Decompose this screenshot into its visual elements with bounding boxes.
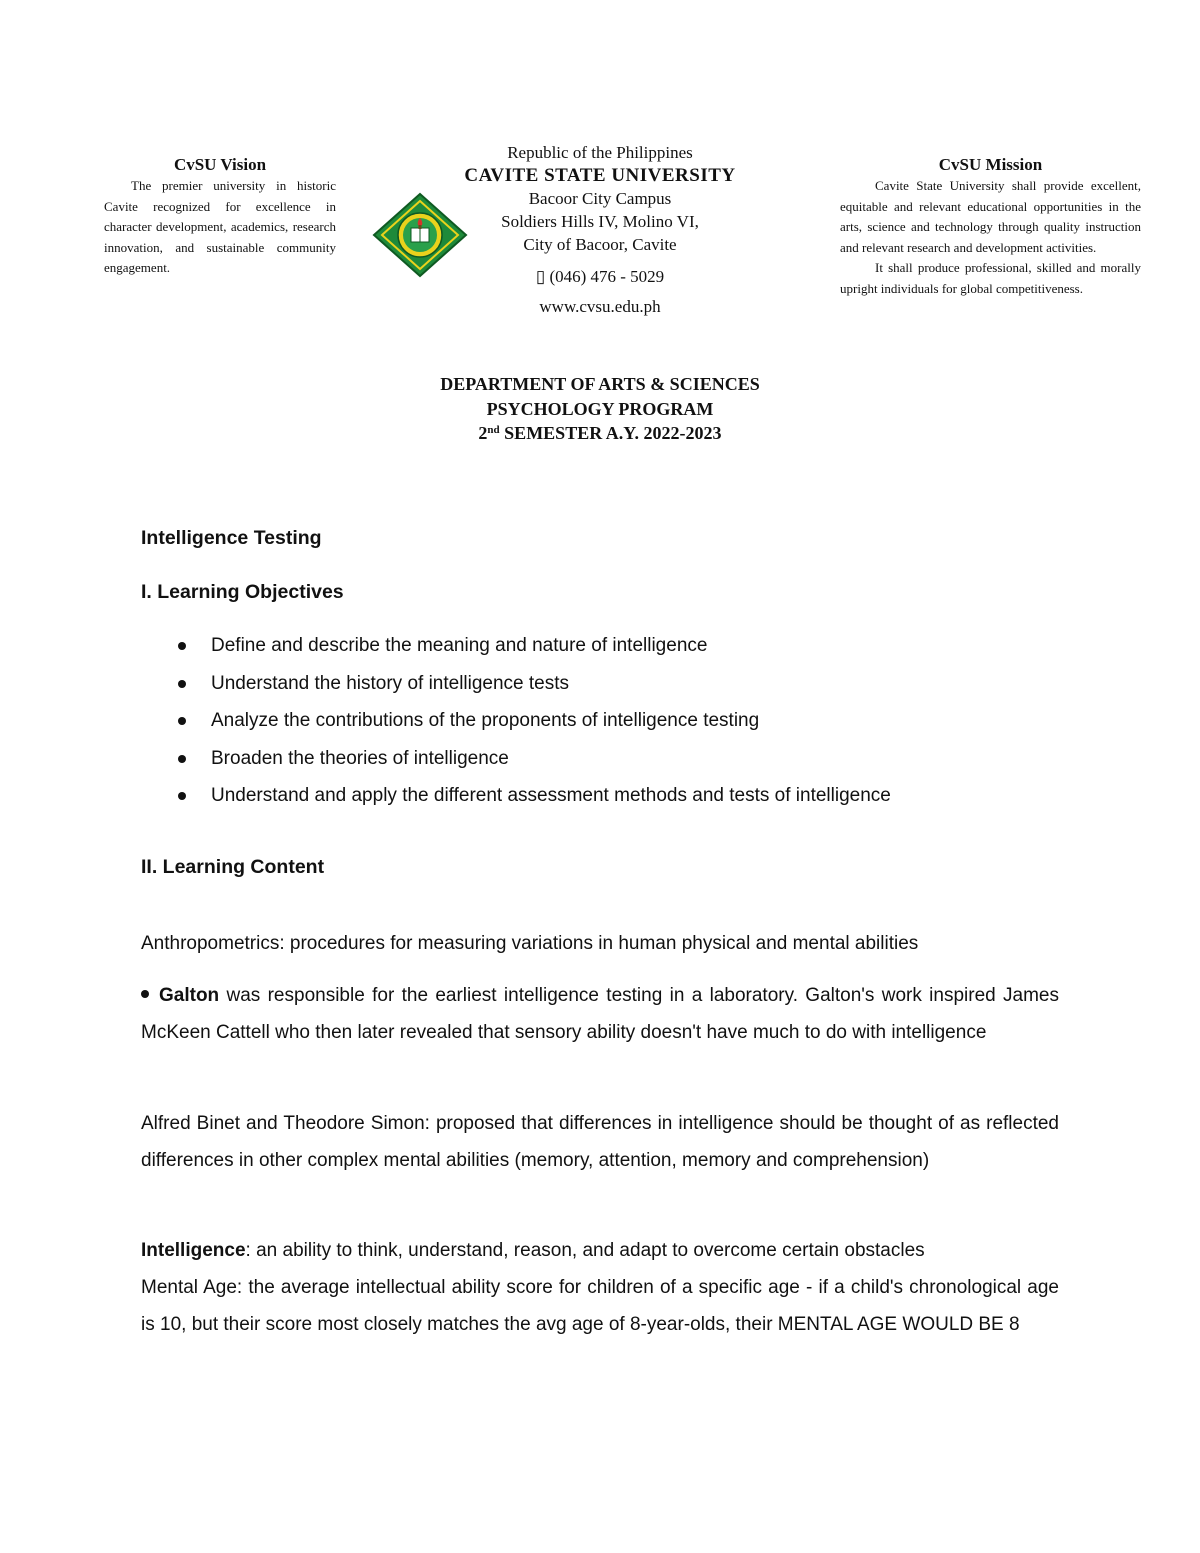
intelligence-line: [141, 1232, 1059, 1269]
vision-block: [104, 154, 336, 279]
binet-paragraph: Alfred Binet and Theodore Simon: proposed that differences in intelligence should be thought of as reflected differences in other complex mental abilities (memory, attention, memory and comprehension): [141, 1113, 1059, 1171]
address-line-2: City of Bacoor, Cavite: [523, 235, 677, 254]
galton-name: Galton: [159, 985, 220, 1006]
content-heading: II. Learning Content: [141, 856, 325, 878]
department-name: DEPARTMENT OF ARTS & SCIENCES: [440, 374, 760, 394]
bullet-icon: [178, 717, 186, 725]
university-header: [430, 141, 770, 318]
university-name: CAVITE STATE UNIVERSITY: [464, 165, 736, 186]
mission-title: CvSU Mission: [938, 155, 1043, 174]
bullet-icon: [178, 680, 186, 688]
address-line-1: Soldiers Hills IV, Molino VI,: [501, 212, 699, 231]
galton-text: was responsible for the earliest intelligence testing in a laboratory. Galton's work inspired James McKeen Cattell who then later revealed that sensory ability doesn't have much to do with intelligence: [141, 985, 1059, 1043]
bullet-icon: [178, 792, 186, 800]
list-item: [176, 633, 1076, 671]
semester-text: SEMESTER A.Y. 2022-2023: [499, 423, 722, 443]
phone-icon: ▯: [535, 267, 546, 286]
bullet-icon: [141, 990, 149, 998]
list-item: [176, 783, 1076, 821]
phone-line: [430, 265, 770, 288]
vision-text: The premier university in historic Cavite recognized for excellence in character development, academics, research innovation, and sustainable community engagement.: [104, 178, 336, 276]
list-item: [176, 746, 1076, 784]
semester-number: 2: [478, 423, 488, 443]
mission-text-2: It shall produce professional, skilled and morally upright individuals for global competitiveness.: [840, 260, 1141, 296]
website-link[interactable]: www.cvsu.edu.ph: [539, 297, 661, 316]
semester-line: [300, 421, 900, 446]
mission-block: [840, 154, 1141, 300]
semester-suffix: nd: [487, 424, 500, 436]
mental-age-text: Mental Age: the average intellectual ability score for children of a specific age - if a child's chronological age is 10, but their score most closely matches the avg age of 8-year-olds, their MENTAL AGE WOULD BE 8: [141, 1277, 1059, 1335]
list-item: [176, 671, 1076, 709]
bullet-icon: [178, 642, 186, 650]
list-item: [176, 708, 1076, 746]
document-title: Intelligence Testing: [141, 527, 322, 549]
intelligence-paragraph: [141, 1232, 1059, 1343]
objectives-list: [176, 633, 1076, 821]
vision-title: CvSU Vision: [173, 155, 267, 174]
objective-text: Define and describe the meaning and nature of intelligence: [211, 635, 708, 656]
galton-paragraph: [141, 977, 1059, 1051]
objective-text: Understand the history of intelligence tests: [211, 672, 570, 694]
objective-text: Understand and apply the different assessment methods and tests of intelligence: [211, 785, 891, 806]
republic-line: Republic of the Philippines: [507, 143, 693, 162]
program-name: PSYCHOLOGY PROGRAM: [486, 398, 714, 419]
intelligence-term: Intelligence: [141, 1240, 246, 1261]
intelligence-definition: : an ability to think, understand, reason, and adapt to overcome certain obstacles: [245, 1240, 925, 1261]
objective-text: Analyze the contributions of the proponents of intelligence testing: [211, 710, 760, 731]
department-block: [300, 372, 900, 446]
campus-line: Bacoor City Campus: [528, 189, 672, 208]
mission-text-1: Cavite State University shall provide excellent, equitable and relevant educational opportunities in the arts, science and technology through quality instruction and relevant research and development activities.: [840, 178, 1141, 255]
anthropometrics-paragraph: Anthropometrics: procedures for measuring variations in human physical and mental abilities: [141, 933, 919, 954]
bullet-icon: [178, 755, 186, 763]
objectives-heading: I. Learning Objectives: [141, 581, 344, 603]
objective-text: Broaden the theories of intelligence: [211, 747, 509, 769]
phone-number: (046) 476 - 5029: [549, 267, 665, 286]
